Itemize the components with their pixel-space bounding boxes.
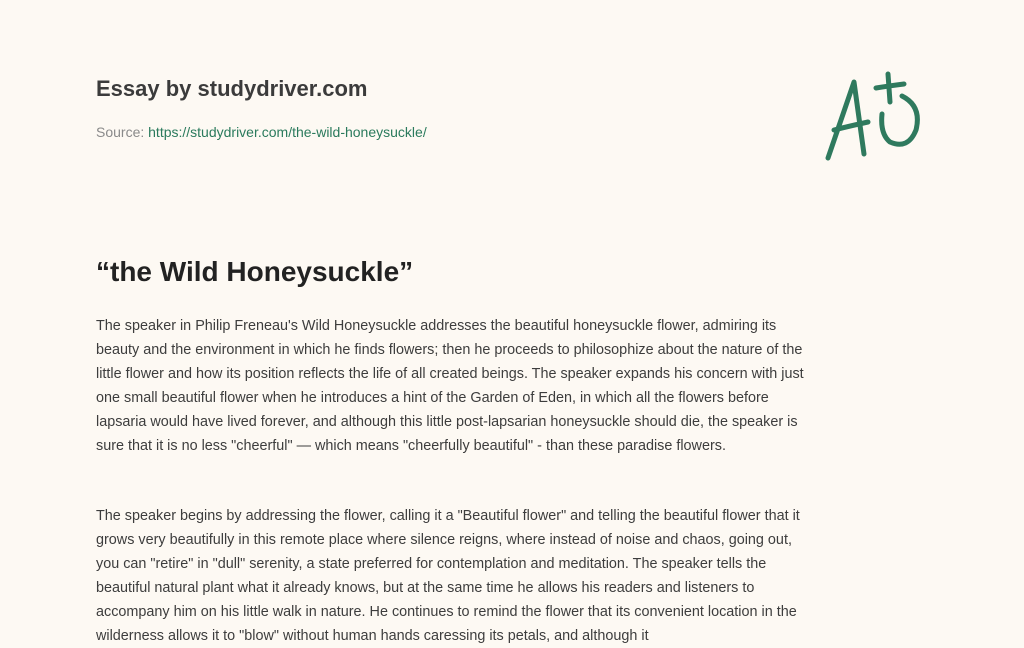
paragraph-line: accompany him on his little walk in nature. He continues to remind the flower that its convenient location in the (96, 604, 797, 620)
paragraph-line: The speaker begins by addressing the flower, calling it a "Beautiful flower" and telling the beautiful flower that it (96, 508, 800, 524)
source-link[interactable]: https://studydriver.com/the-wild-honeysuckle/ (148, 124, 427, 140)
paragraph-line: grows very beautifully in this remote place where silence reigns, where instead of noise and chaos, going out, (96, 532, 792, 548)
paragraph-line: one small beautiful flower when he introduces a hint of the Garden of Eden, in which all the flowers before (96, 390, 769, 406)
paragraph-line: you can "retire" in "dull" serenity, a state preferred for contemplation and meditation. The speaker tells the (96, 556, 767, 572)
source-label: Source: (96, 124, 145, 140)
essay-paragraph (96, 504, 800, 648)
paragraph-line: beauty and the environment in which he finds flowers; then he proceeds to philosophize about the nature of the (96, 342, 803, 358)
paragraph-line: sure that it is no less "cheerful" — which means "cheerfully beautiful" - than these paradise flowers. (96, 438, 726, 454)
paragraph-line: beautiful natural plant what it already knows, but at the same time he allows his readers and listeners to (96, 580, 755, 596)
a-plus-logo (820, 66, 930, 171)
paragraph-line: wilderness allows it to "blow" without human hands caressing its petals, and although it (96, 628, 649, 644)
paragraph-line: little flower and how its position reflects the life of all created beings. The speaker expands his concern with just (96, 366, 804, 382)
paragraph-line: lapsaria would have lived forever, and although this little post-lapsarian honeysuckle should die, the speaker is (96, 414, 798, 430)
paragraph-line: The speaker in Philip Freneau's Wild Honeysuckle addresses the beautiful honeysuckle flower, admiring its (96, 318, 777, 334)
essay-title: “the Wild Honeysuckle” (96, 256, 414, 287)
essay-paragraph (96, 314, 804, 458)
source-line (96, 124, 427, 140)
site-title: Essay by studydriver.com (96, 76, 368, 101)
